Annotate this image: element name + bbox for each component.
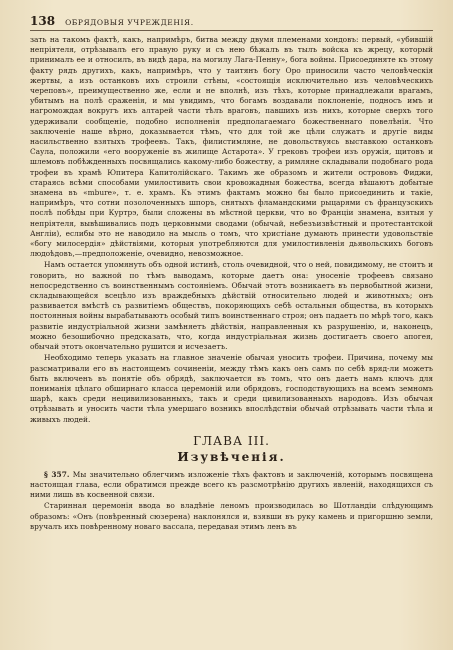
page-header <box>30 14 433 31</box>
section-paragraph <box>30 470 433 501</box>
paragraph: Необходимо теперь указать на главное значеніе обычая уносить трофеи. Причина, почему мы разсматривали его въ настоящемъ сочиненіи, между тѣмъ какъ онъ самъ по себѣ вряд-ли можетъ быть включенъ въ понятіе объ обрядѣ, заключается въ томъ, что онъ даетъ намъ ключъ для пониманія цѣлаго обширнаго класса церемоній или обрядовъ, господствующихъ на всемъ земномъ шарѣ, какъ среди нецивилизованныхъ, такъ и среди цивилизованныхъ народовъ. Изъ обычая отрѣзывать и уносить части тѣла умершаго возникъ впослѣдствіи обычай отрѣзывать части тѣла и живыхъ людей. <box>30 353 433 424</box>
paragraph: Намъ остается упомянуть объ одной истинѣ, столь очевидной, что о ней, повидимому, не стоитъ и говорить, но важной по тѣмъ выводамъ, которые даетъ она: уносеніе трофеевъ связано непосредственно съ воинственнымъ состояніемъ. Обычай этотъ возникаетъ въ первобытной жизни, складывающейся всецѣло изъ враждебныхъ дѣйствій относительно людей и животныхъ; онъ развивается вмѣстѣ съ развитіемъ обществъ, покоряющихъ себѣ остальныя общества, въ которыхъ постоянныя войны вырабатываютъ особый типъ воинственнаго строя; онъ падаетъ по мѣрѣ того, какъ развитіе индустріальной жизни замѣняетъ дѣйствія, направленныя къ разрушенію, и, наконецъ, можно безошибочно предсказать, что, когда индустріальная жизнь достигаетъ своего апогея, обычай этотъ окончательно рушится и исчезаетъ. <box>30 260 433 352</box>
chapter-number: ГЛАВА III. <box>193 433 270 448</box>
paragraph: зать на такомъ фактѣ, какъ, напримѣръ, битва между двумя племенами хондовъ: первый, «убившій непріятеля, отрѣзывалъ его правую руку и съ нею бѣжалъ въ тылъ войска къ жрецу, который принималъ ее и относилъ, въ видѣ дара, на могилу Лага-Пенну», бога войны. Присоединяте къ этому факту рядъ другихъ, какъ, напримѣръ, что у таитянъ богу Оро приносили часто человѣческія жертвы, а изъ останковъ ихъ строили стѣны, «состоящія исключительно изъ человѣческихъ череповъ», преимущественно же, если и не вполнѣ, изъ тѣхъ, которые принадлежали врагамъ, убитымъ на полѣ сраженія, и мы увидимъ, что богамъ воздавали поклоненіе, подносъ имъ и нагромождая вокругъ ихъ алтарей части тѣлъ враговъ, павшихъ изъ нихъ, которые сверхъ того удерживали сообщеніе, подобно исполненія предполагаемаго божественнаго повелѣнія. Что заключеніе наше вѣрно, доказывается тѣмъ, что для той же цѣли служатъ и другіе виды насильственно взятыхъ трофеевъ. Такъ, филистимляне, не довольствуясь выставкою останковъ Саула, положили «его вооруженіе въ жилище Астарота». У грековъ трофеи изъ оружія, щитовъ и шлемовъ побѣжденныхъ посвящались какому-либо божеству, а римляне складывали подобнаго рода трофеи въ храмѣ Юпитера Капитолійскаго. Такимъ же образомъ и жители острововъ Фиджи, стараясь всѣми способами умилостивить свои кровожадныя божества, всегда вѣшаютъ добытые знамена въ «mbure», т. е. храмъ. Къ этимъ фактамъ можно бы было присоединить и такіе, напримѣръ, что сотни позолоченныхъ шпоръ, снятыхъ фламандскими рыцарями съ французскихъ послѣ побѣды при Куртрэ, были сложены въ мѣстной церкви, что во Франціи знамена, взятыя у непріятеля, вывѣшивались подъ церковными сводами (обычай, небезъизвѣстный и протестантской Англіи), еслибы это не наводило на мысль о томъ, что христіане думають принести удовольствіе «богу милосердія» дѣйствіями, которыя употребляются для умилостивленія дьявольскихъ боговъ людоѣдовъ,—предположеніе, очевидно, невозможное. <box>30 35 433 259</box>
paragraph: Старинная церемонія ввода во владѣніе леномъ производилась во Шотландіи слѣдующимъ образомъ: «Онъ (повѣренный сюзерена) наклонялся и, взявши въ руку камень и пригоршню земли, вручалъ ихъ повѣренному новаго вассала, передавая этимъ ленъ въ <box>30 501 433 531</box>
page-number: 138 <box>30 14 56 28</box>
section-mark: § 357. <box>44 469 70 479</box>
running-title: ОБРЯДОВЫЯ УЧРЕЖДЕНІЯ. <box>65 18 194 27</box>
chapter-title: Изувѣченія. <box>177 449 286 464</box>
section-text: Мы значительно облегчимъ изложеніе тѣхъ фактовъ и заключеній, которымъ посвящена настоящая глава, если обратимся прежде всего къ разсмотрѣнію другихъ явленій, находящихся съ ними лишь въ косвенной связи. <box>30 469 433 500</box>
